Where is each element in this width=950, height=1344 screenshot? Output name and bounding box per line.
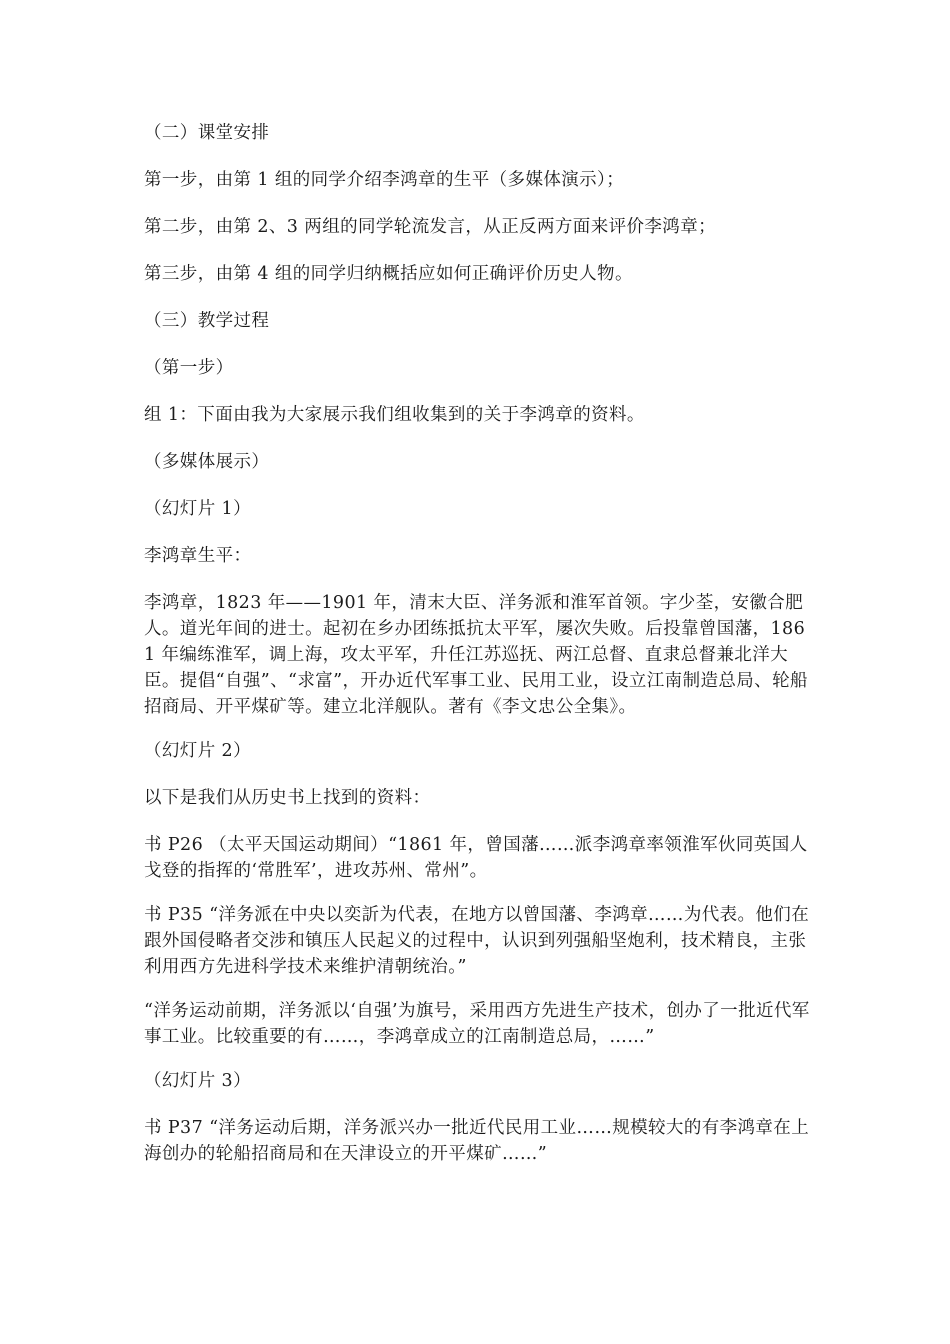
textbook-quote-self-strengthening: “洋务运动前期，洋务派以‘自强’为旗号，采用西方先进生产技术，创办了一批近代军事工业。比较重要的有……，李鸿章成立的江南制造总局，……” bbox=[144, 1001, 810, 1047]
step-one-paragraph: 第一步，由第 1 组的同学介绍李鸿章的生平（多媒体演示）； bbox=[144, 170, 625, 190]
biography-paragraph: 李鸿章，1823 年——1901 年，清末大臣、洋务派和淮军首领。字少荃，安徽合肥人。道光年间的进士。起初在乡办团练抵抗太平军，屡次失败。后投靠曾国藩，1861 年编练淮军，调上海，攻太平军，升任江苏巡抚、两江总督、直隶总督兼北洋大臣。提倡“自强”、“求富”，开办近代军事工业、民用工业，设立江南制造总局、轮船招商局、开平煤矿等。建立北洋舰队。著有《李文忠公全集》。 bbox=[144, 593, 808, 717]
multimedia-display-note: （多媒体展示） bbox=[144, 452, 270, 472]
step-two-paragraph: 第二步，由第 2、3 两组的同学轮流发言，从正反两方面来评价李鸿章； bbox=[144, 217, 716, 237]
slide-three-label: （幻灯片 3） bbox=[144, 1071, 251, 1091]
step-three-paragraph: 第三步，由第 4 组的同学归纳概括应如何正确评价历史人物。 bbox=[144, 264, 633, 284]
slide-two-label: （幻灯片 2） bbox=[144, 741, 251, 761]
section-heading-teaching-process: （三）教学过程 bbox=[144, 311, 270, 331]
section-heading-classroom-arrangement: （二）课堂安排 bbox=[144, 123, 270, 143]
group-one-intro-paragraph: 组 1：下面由我为大家展示我们组收集到的关于李鸿章的资料。 bbox=[144, 405, 645, 425]
textbook-quote-p37: 书 P37 “洋务运动后期，洋务派兴办一批近代民用工业……规模较大的有李鸿章在上海创办的轮船招商局和在天津设立的开平煤矿……” bbox=[144, 1118, 810, 1164]
subheading-first-step: （第一步） bbox=[144, 358, 234, 378]
textbook-intro-paragraph: 以下是我们从历史书上找到的资料： bbox=[144, 788, 431, 808]
document-page bbox=[144, 120, 814, 1167]
slide-one-label: （幻灯片 1） bbox=[144, 499, 251, 519]
textbook-quote-p26: 书 P26 （太平天国运动期间）“1861 年，曾国藩……派李鸿章率领淮军伙同英国人戈登的指挥的‘常胜军’，进攻苏州、常州”。 bbox=[144, 835, 808, 881]
biography-heading: 李鸿章生平： bbox=[144, 546, 252, 566]
textbook-quote-p35: 书 P35 “洋务派在中央以奕訢为代表，在地方以曾国藩、李鸿章……为代表。他们在跟外国侵略者交涉和镇压人民起义的过程中，认识到列强船坚炮利，技术精良，主张利用西方先进科学技术来维护清朝统治。” bbox=[144, 905, 810, 977]
